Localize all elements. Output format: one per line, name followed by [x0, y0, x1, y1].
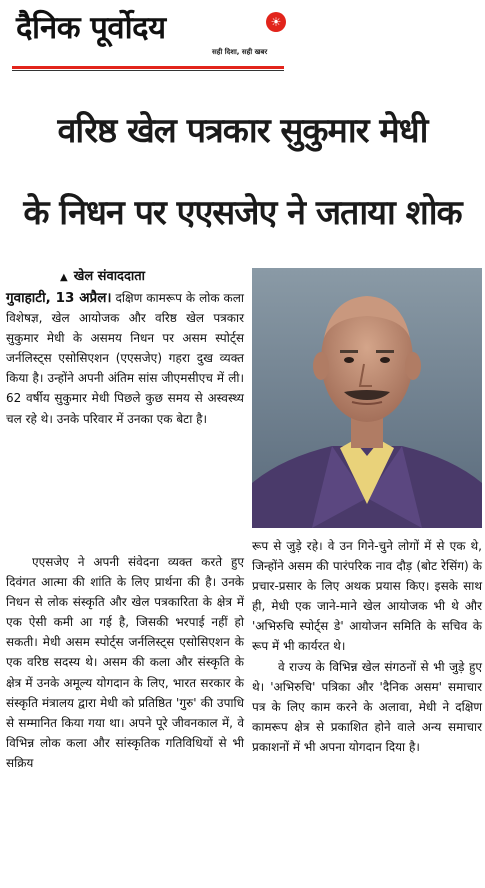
article-column-right [252, 536, 482, 757]
byline-text: खेल संवाददाता [73, 269, 146, 284]
article-column-bottom-left [6, 552, 244, 773]
masthead-rule-red [12, 66, 284, 69]
triangle-bullet-icon: ▲ [60, 272, 68, 283]
paragraph-2-continued: रूप से जुड़े रहे। वे उन गिने-चुने लोगों में से एक थे, जिन्होंने असम की पारंपरिक नाव दौड़ (बोट रेसिंग) के प्रचार-प्रसार के लिए अथक प्रयास किए। इसके साथ ही, मेधी एक जाने-माने खेल आयोजक भी थे और 'अभिरुचि स्पोर्ट्स डे' आयोजन समिति के सचिव के रूप में भी कार्यरत थे। [252, 539, 482, 654]
portrait-photo [252, 268, 482, 528]
tagline: सही दिशा, सही खबर [212, 48, 268, 56]
paragraph-1-text: दक्षिण कामरूप के लोक कला विशेषज्ञ, खेल आयोजक और वरिष्ठ खेल पत्रकार सुकुमार मेधी के असमय निधन पर असम स्पोर्ट्स जर्नलिस्ट्स एसोसिएशन (एएसजेए) गहरा दुख व्यक्त किया है। उन्होंने अपनी अंतिम सांस जीएमसीएच में ली। 62 वर्षीय सुकुमार मेधी पिछले कुछ समय से अस्वस्थ्य चल रहे थे। उनके परिवार में उनका एक बेटा है। [6, 291, 245, 426]
portrait-illustration [252, 268, 482, 528]
paragraph-3: वे राज्य के विभिन्न खेल संगठनों से भी जुड़े हुए थे। 'अभिरुचि' पत्रिका और 'दैनिक असम' समाचार पत्र के लिए काम करने के अलावा, मेधी ने दक्षिण कामरूप क्षेत्र से प्रकाशित होने वाले अन्य समाचार प्रकाशनों में भी अपना योगदान दिया है। [252, 659, 482, 754]
headline-line-1: वरिष्ठ खेल पत्रकार सुकुमार मेधी [57, 111, 428, 151]
newspaper-logo: दैनिक पूर्वोदय [16, 10, 166, 46]
logo-sun-icon: ☀ [266, 12, 286, 32]
masthead [12, 6, 284, 68]
paragraph-1 [6, 288, 244, 429]
byline [60, 266, 145, 284]
article-column-top-left [6, 288, 244, 429]
masthead-rule [12, 70, 284, 71]
headline-line-2: के निधन पर एएसजेए ने जताया शोक [23, 193, 462, 233]
paragraph-2: एएसजेए ने अपनी संवेदना व्यक्त करते हुए दिवंगत आत्मा की शांति के लिए प्रार्थना की है। उनके निधन से लोक संस्कृति और खेल पत्रकारिता के क्षेत्र में एक ऐसी कमी आ गई है, जिसकी भरपाई नहीं हो सकती। मेधी असम स्पोर्ट्स जर्नलिस्ट्स एसोसिएशन के एक वरिष्ठ सदस्य थे। असम की कला और संस्कृति के क्षेत्र में उनके अमूल्य योगदान के लिए, भारत सरकार के संस्कृति मंत्रालय द्वारा मेधी को प्रतिष्ठित 'गुरु' की उपाधि से सम्मानित किया गया था। अपने पूरे जीवनकाल में, वे विभिन्न लोक कला और सांस्कृतिक गतिविधियों से भी सक्रिय [6, 555, 244, 770]
dateline: गुवाहाटी, 13 अप्रैल। [6, 290, 112, 306]
